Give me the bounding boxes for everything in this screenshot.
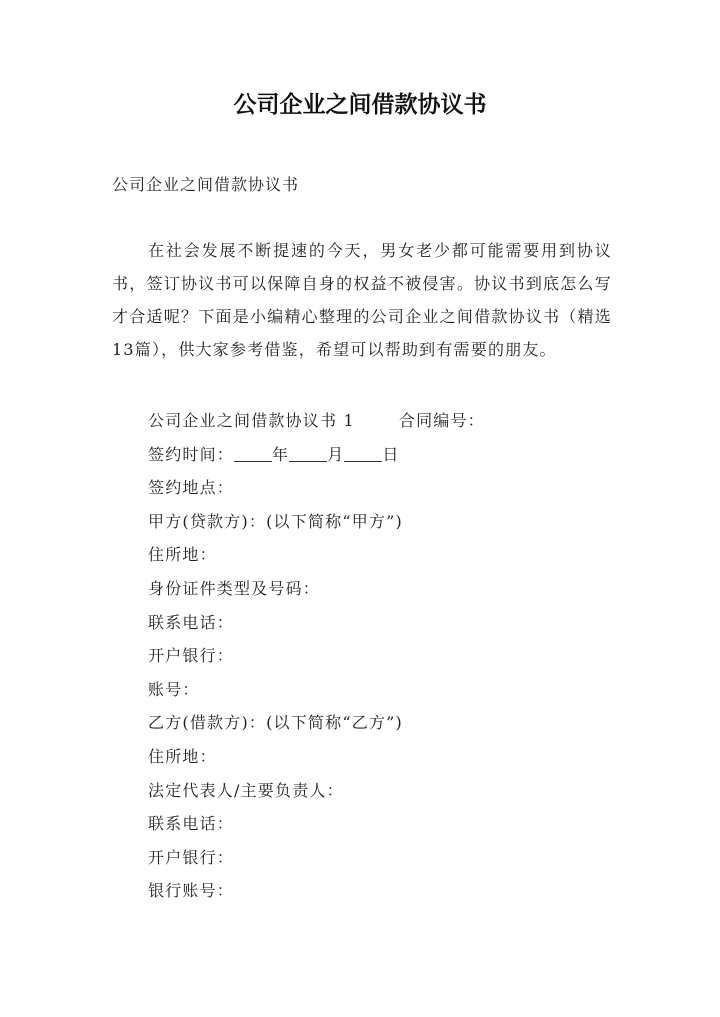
month-blank bbox=[289, 445, 327, 462]
lender-account: 账号： bbox=[148, 679, 200, 699]
day-label: 日 bbox=[382, 444, 400, 464]
borrower-heading: 乙方(借款方)：(以下简称“乙方”) bbox=[148, 713, 403, 733]
lender-id-type: 身份证件类型及号码： bbox=[148, 578, 321, 598]
day-blank bbox=[344, 445, 382, 462]
lender-address: 住所地： bbox=[148, 545, 217, 565]
sign-time-line bbox=[148, 438, 485, 472]
year-blank bbox=[234, 445, 272, 462]
borrower-bank: 开户银行： bbox=[148, 847, 235, 867]
contract-number-label: 合同编号： bbox=[398, 411, 485, 430]
sign-place-line: 签约地点： bbox=[148, 478, 235, 498]
lender-heading: 甲方(贷款方)：(以下简称“甲方”) bbox=[148, 511, 403, 531]
lender-phone: 联系电话： bbox=[148, 612, 235, 632]
month-label: 月 bbox=[327, 444, 345, 464]
sign-time-label: 签约时间： bbox=[148, 444, 235, 464]
section-heading: 公司企业之间借款协议书 1 bbox=[148, 411, 355, 430]
document-title: 公司企业之间借款协议书 bbox=[233, 92, 487, 118]
lender-bank: 开户银行： bbox=[148, 646, 235, 666]
contract-lines bbox=[148, 404, 485, 908]
borrower-phone: 联系电话： bbox=[148, 814, 235, 834]
borrower-address: 住所地： bbox=[148, 746, 217, 766]
borrower-representative: 法定代表人/主要负责人： bbox=[148, 780, 344, 800]
document-subtitle: 公司企业之间借款协议书 bbox=[112, 175, 300, 194]
borrower-account: 银行账号： bbox=[148, 881, 235, 901]
section-heading-line bbox=[148, 404, 485, 438]
year-label: 年 bbox=[272, 444, 290, 464]
intro-paragraph: 在社会发展不断提速的今天，男女老少都可能需要用到协议书，签订协议书可以保障自身的权益不被侵害。协议书到底怎么写才合适呢？下面是小编精心整理的公司企业之间借款协议书（精选13篇），供大家参考借鉴，希望可以帮助到有需要的朋友。 bbox=[112, 241, 612, 359]
